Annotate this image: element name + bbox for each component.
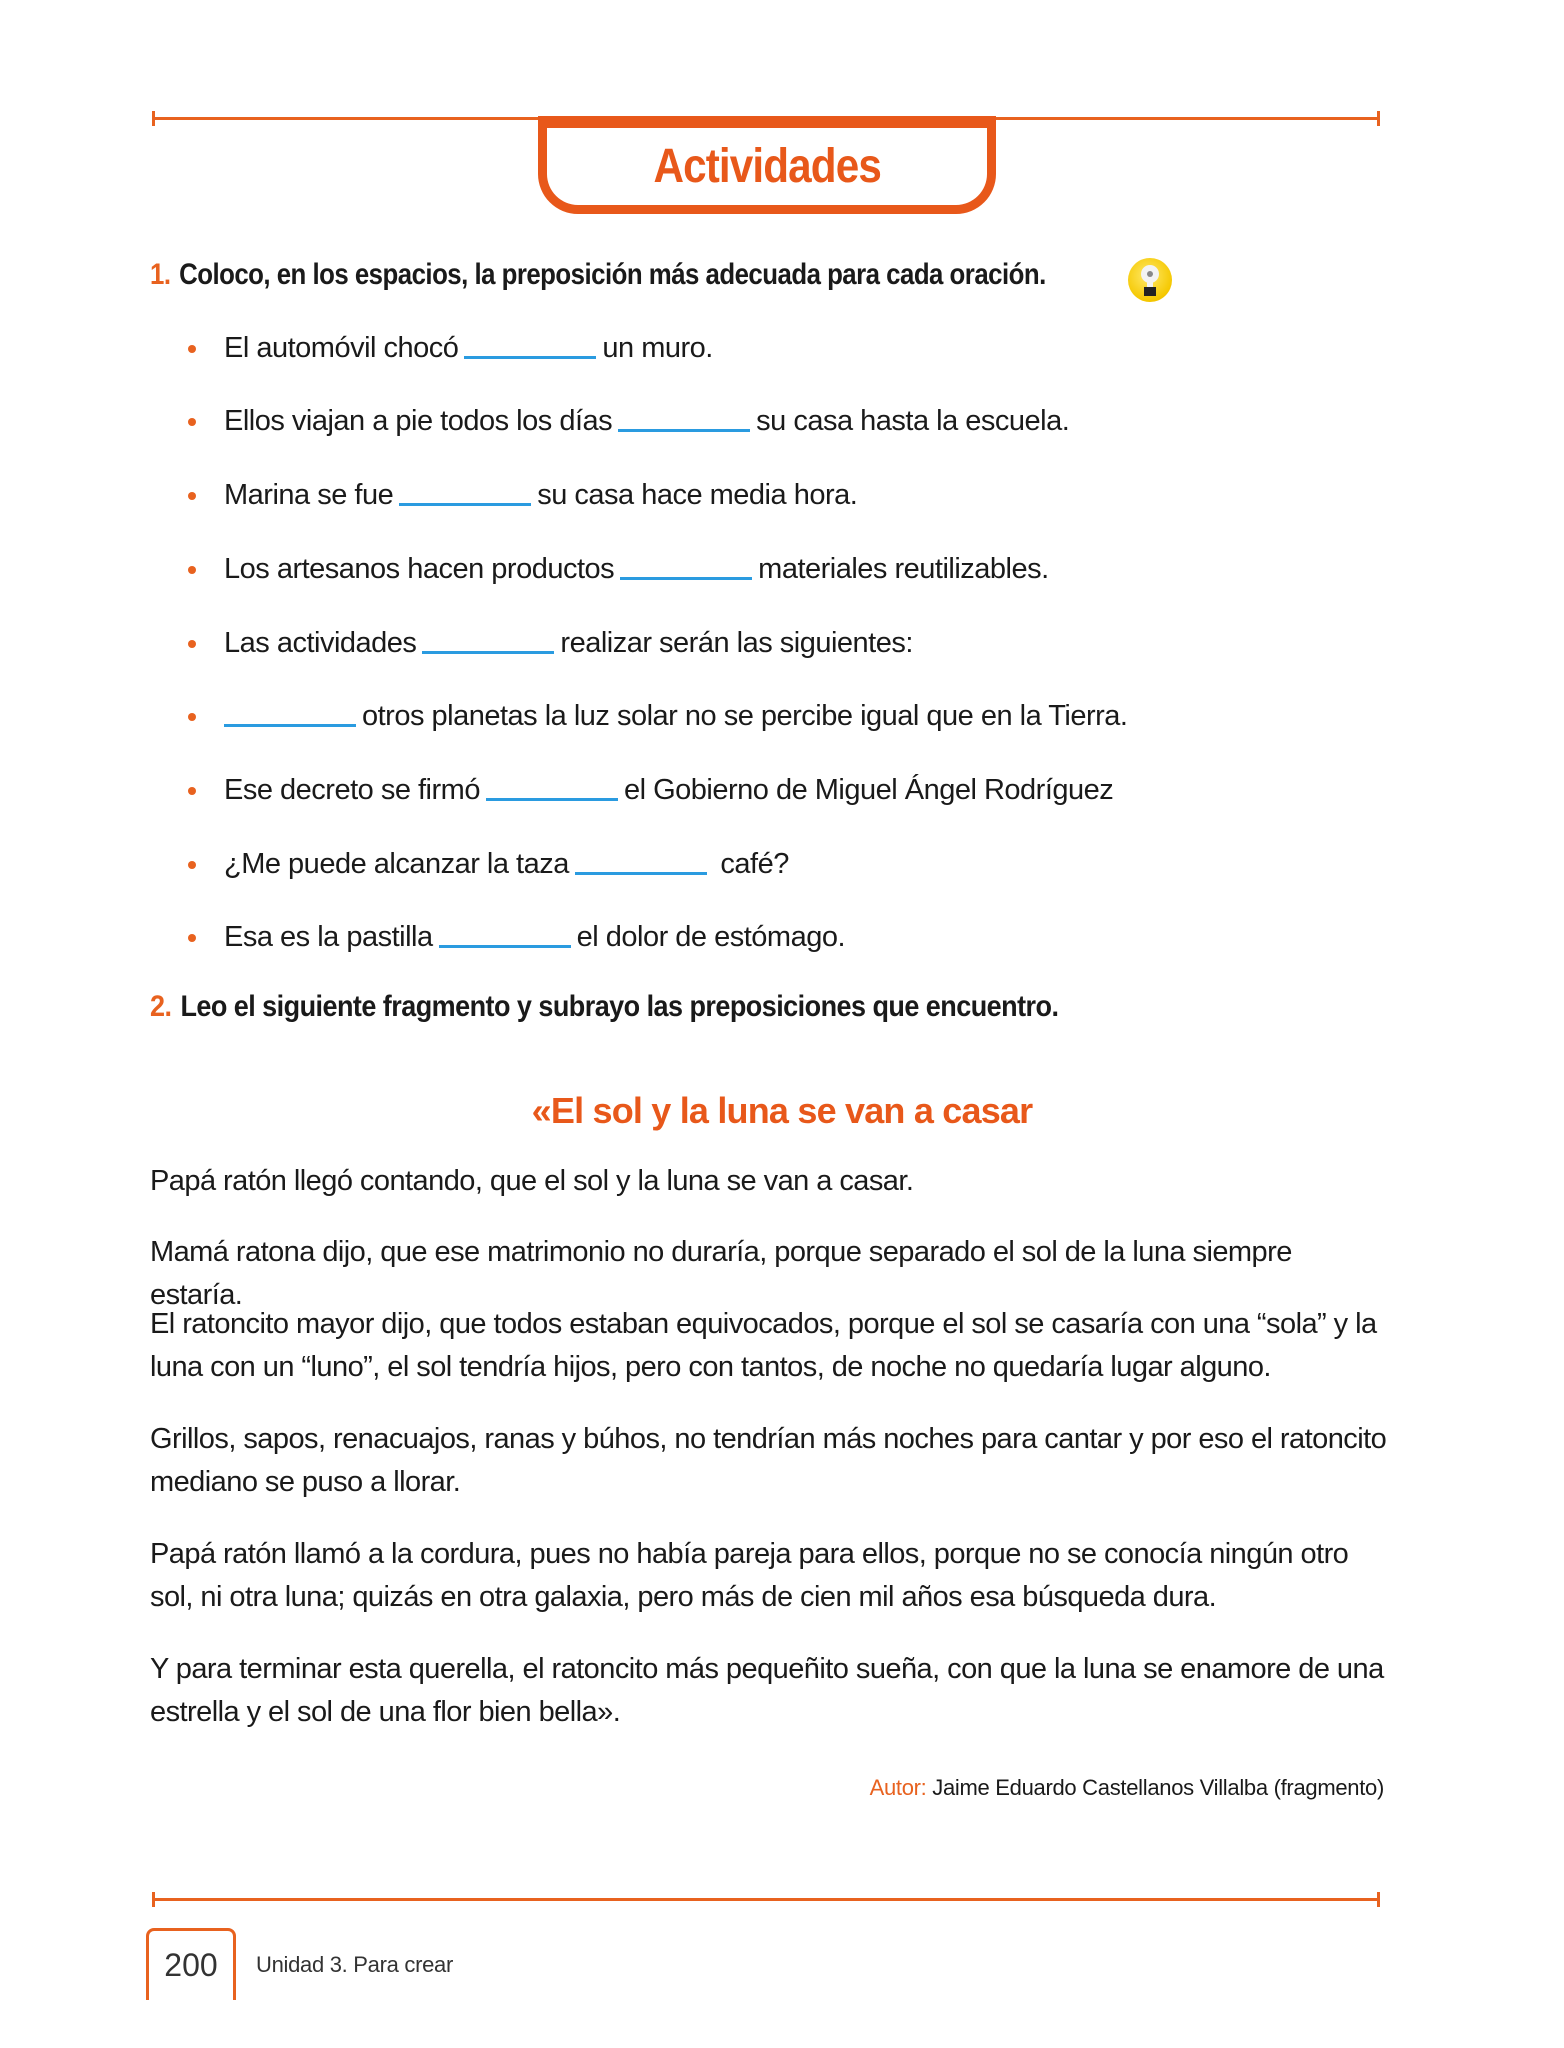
section-title-tab (538, 116, 996, 214)
item-text-after: su casa hace media hora. (537, 479, 858, 511)
page-number-tab (146, 1928, 236, 2000)
item-text (224, 479, 857, 512)
item-text-after: otros planetas la luz solar no se percibe igual que en la Tierra. (362, 700, 1128, 732)
story-title: «El sol y la luna se van a casar (531, 1090, 1033, 1131)
instruction-text: Coloco, en los espacios, la preposición más adecuada para cada oración. (179, 258, 1046, 291)
story-paragraph: El ratoncito mayor dijo, que todos estaban equivocados, porque el sol se casaría con una “sola” y la luna con un “luno”, el sol tendría hijos, pero con tantos, de noche no quedaría lugar alguno. (150, 1308, 1377, 1383)
item-text-before: Los artesanos hacen productos (224, 553, 615, 585)
item-text-after: el Gobierno de Miguel Ángel Rodríguez (623, 774, 1114, 806)
author-name: Jaime Eduardo Castellanos Villalba (fragmento) (926, 1775, 1384, 1800)
bullet-icon (188, 566, 196, 574)
author-credit (870, 1775, 1384, 1801)
item-text-after: el dolor de estómago. (576, 921, 846, 953)
item-text-after: realizar serán las siguientes: (560, 627, 913, 659)
item-text (224, 553, 1049, 586)
bullet-icon (188, 492, 196, 500)
lightbulb-icon (1128, 258, 1172, 302)
answer-blank[interactable] (620, 577, 752, 580)
unit-label: Unidad 3. Para crear (256, 1952, 453, 1977)
story-paragraph: Mamá ratona dijo, que ese matrimonio no duraría, porque separado el sol de la luna siempre estaría. (150, 1236, 1292, 1311)
item-text-after: café? (712, 848, 789, 880)
item-text-after: su casa hasta la escuela. (756, 405, 1070, 437)
item-text-before: El automóvil chocó (224, 332, 459, 364)
answer-blank[interactable] (464, 356, 596, 359)
item-text-after: un muro. (602, 332, 713, 364)
story-paragraph: Y para terminar esta querella, el ratoncito más pequeñito sueña, con que la luna se enamore de una estrella y el sol de una flor bien bella». (150, 1653, 1384, 1728)
page-number: 200 (164, 1947, 218, 1983)
story-paragraph: Papá ratón llamó a la cordura, pues no había pareja para ellos, porque no se conocía ningún otro sol, ni otra luna; quizás en otra galaxia, pero más de cien mil años esa búsqueda dura. (150, 1538, 1349, 1613)
bullet-icon (188, 713, 196, 721)
answer-blank[interactable] (618, 429, 750, 432)
item-text-before: Esa es la pastilla (224, 921, 433, 953)
answer-blank[interactable] (224, 724, 356, 727)
activity-number: 2. (150, 990, 172, 1023)
item-text (224, 848, 789, 881)
bullet-icon (188, 861, 196, 869)
bullet-icon (188, 787, 196, 795)
item-text-after: materiales reutilizables. (758, 553, 1049, 585)
item-text-before: Marina se fue (224, 479, 394, 511)
bottom-rule (152, 1898, 1380, 1901)
item-text (224, 405, 1069, 438)
item-text-before: Ellos viajan a pie todos los días (224, 405, 613, 437)
section-title: Actividades (653, 140, 881, 193)
answer-blank[interactable] (399, 503, 531, 506)
author-label: Autor: (869, 1775, 927, 1800)
answer-blank[interactable] (439, 945, 571, 948)
item-text-before: Ese decreto se firmó (224, 774, 480, 806)
answer-blank[interactable] (422, 651, 554, 654)
item-text (224, 700, 1127, 733)
answer-blank[interactable] (575, 872, 707, 875)
answer-blank[interactable] (486, 798, 618, 801)
bullet-icon (188, 934, 196, 942)
item-text (224, 332, 713, 365)
bullet-icon (188, 345, 196, 353)
bullet-icon (188, 418, 196, 426)
item-text-before: ¿Me puede alcanzar la taza (224, 848, 569, 880)
item-text (224, 921, 845, 954)
story-paragraph: Papá ratón llegó contando, que el sol y la luna se van a casar. (150, 1165, 914, 1197)
item-text-before: Las actividades (224, 627, 417, 659)
instruction-text: Leo el siguiente fragmento y subrayo las preposiciones que encuentro. (180, 990, 1059, 1023)
activity-number: 1. (150, 258, 171, 291)
activity-1-instruction (150, 258, 1046, 292)
bullet-icon (188, 640, 196, 648)
item-text (224, 627, 913, 660)
item-text (224, 774, 1113, 807)
activity-2-instruction (150, 990, 1058, 1024)
story-paragraph: Grillos, sapos, renacuajos, ranas y búhos, no tendrían más noches para cantar y por eso el ratoncito mediano se puso a llorar. (150, 1423, 1387, 1498)
